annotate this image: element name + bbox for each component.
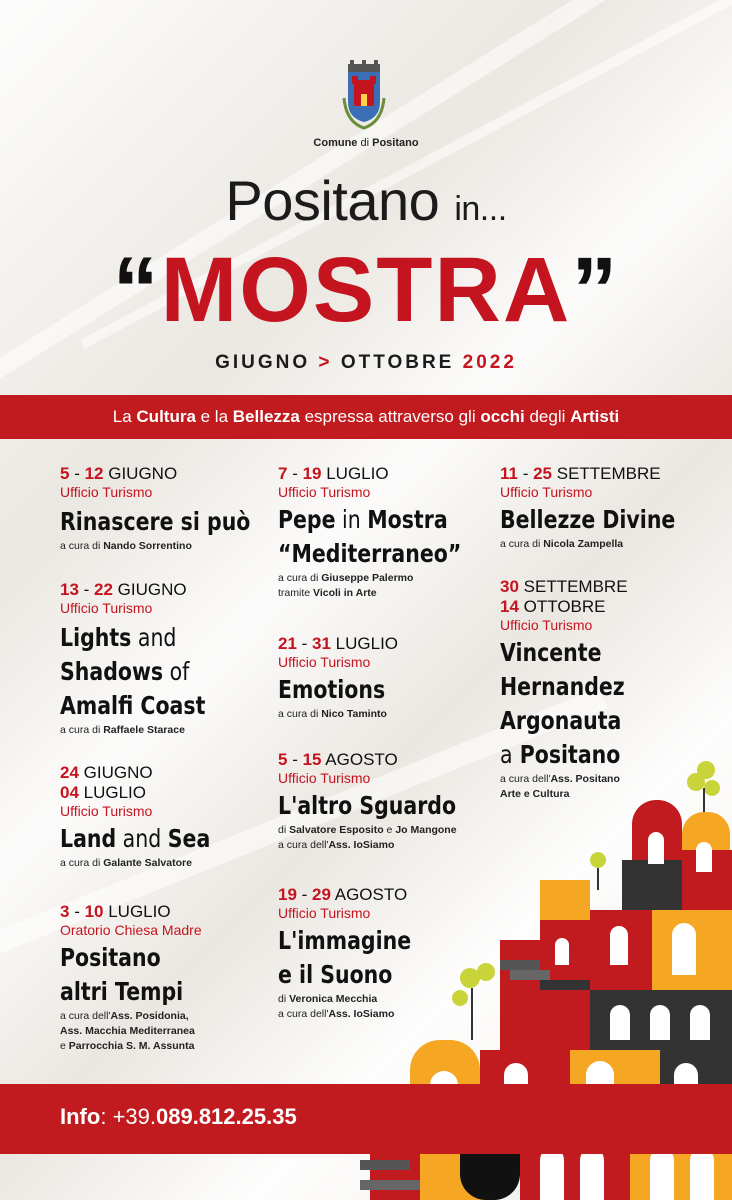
curator-name: Giuseppe Palermo (321, 572, 414, 584)
title-positano (0, 168, 732, 233)
title-part: and (116, 824, 168, 853)
event-date (278, 885, 508, 905)
date-num: 12 (84, 464, 104, 483)
curator-name: Ass. IoSiamo (328, 1008, 395, 1020)
tagline-bold: Artisti (570, 407, 620, 426)
event-curator (278, 571, 508, 586)
event-4 (60, 902, 290, 1054)
tagline (113, 407, 619, 427)
curator-name: Nicola Zampella (543, 538, 624, 550)
event-title (278, 503, 516, 571)
event-curator (60, 539, 290, 554)
event-curator (500, 537, 730, 552)
date-num: 31 (312, 634, 331, 653)
date-num: 19 (302, 464, 322, 483)
event-date (278, 634, 508, 654)
info-contact (60, 1104, 297, 1130)
title-part: Amalfi Coast (60, 691, 206, 720)
title-word: Positano (225, 169, 440, 232)
title-part: Vincente (500, 638, 602, 667)
title-part: Hernandez (500, 672, 625, 701)
date-sep: - (517, 464, 534, 483)
event-6 (278, 634, 508, 722)
title-part: Argonauta (500, 706, 622, 735)
event-title: Bellezze Divine (500, 505, 676, 534)
event-date (500, 464, 730, 484)
event-venue: Ufficio Turismo (278, 484, 371, 500)
close-quote: ” (571, 239, 620, 341)
event-curator (60, 723, 290, 738)
tagline-bold: Bellezza (232, 407, 300, 426)
event-7 (278, 750, 508, 853)
date-num: 22 (94, 580, 113, 599)
title-part: “Mediterraneo” (278, 539, 462, 568)
date-sep: - (69, 464, 85, 483)
curator-name: Ass. IoSiamo (328, 839, 395, 851)
curator-prefix: a cura di (60, 724, 104, 736)
event-5 (278, 464, 508, 601)
phone-prefix: +39. (112, 1104, 156, 1129)
title-part: Land (60, 824, 117, 853)
date-end: OTTOBRE (340, 352, 455, 373)
event-date (500, 597, 730, 617)
curator-prefix: a cura dell' (278, 839, 329, 851)
date-num: 14 (500, 597, 519, 616)
date-arrow: > (318, 352, 333, 373)
event-venue: Ufficio Turismo (60, 600, 153, 616)
event-venue: Ufficio Turismo (60, 803, 153, 819)
tagline-text: e la (195, 407, 233, 426)
event-date (278, 750, 508, 770)
title-part: Lights (60, 623, 132, 652)
date-num: 19 (278, 885, 297, 904)
date-month: LUGLIO (321, 464, 389, 483)
tagline-bold: occhi (480, 407, 525, 426)
event-curator (500, 787, 730, 802)
event-venue: Ufficio Turismo (60, 484, 153, 500)
tagline-bar (0, 395, 732, 439)
event-date (278, 464, 508, 484)
date-range (0, 352, 732, 374)
curator-prefix: a cura di (500, 538, 544, 550)
curator-prefix: a cura di (278, 708, 322, 720)
title-part: Positano (512, 740, 621, 769)
date-month: AGOSTO (321, 750, 398, 769)
curator-name: Salvatore Esposito (289, 824, 384, 836)
tagline-bold: Cultura (136, 407, 196, 426)
date-month: GIUGNO (112, 580, 187, 599)
date-num: 25 (533, 464, 553, 483)
event-curator (500, 772, 730, 787)
date-month: LUGLIO (103, 902, 171, 921)
event-curator (278, 1007, 508, 1022)
curator-name: Veronica Mecchia (289, 993, 378, 1005)
title-part: Sea (167, 824, 211, 853)
title-part: a (500, 740, 513, 769)
curator-name: Ass. Positano (550, 773, 620, 785)
event-curator (278, 838, 508, 853)
title-part: in (335, 505, 368, 534)
curator-name: Vicoli in Arte (313, 587, 377, 599)
curator-name: Nando Sorrentino (103, 540, 192, 552)
date-month: GIUGNO (103, 464, 178, 483)
date-num: 3 (60, 902, 70, 921)
event-curator (278, 823, 508, 838)
date-num: 04 (60, 783, 79, 802)
date-sep: - (287, 750, 303, 769)
date-year: 2022 (462, 352, 517, 373)
event-date (500, 577, 730, 597)
date-month: AGOSTO (330, 885, 408, 904)
date-num: 10 (84, 902, 104, 921)
date-num: 5 (60, 464, 70, 483)
title-part: Mostra (367, 505, 448, 534)
event-title (60, 941, 298, 1009)
title-mostra (0, 240, 732, 340)
curator-name: Ass. Macchia Mediterranea (60, 1025, 195, 1037)
event-date (60, 783, 290, 803)
event-title: Rinascere si può (60, 507, 251, 536)
date-month: SETTEMBRE (518, 577, 628, 596)
tagline-text: degli (524, 407, 571, 426)
comune-di: di (360, 137, 370, 149)
curator-prefix: a cura dell' (500, 773, 551, 785)
date-start: GIUGNO (215, 352, 311, 373)
curator-name: Galante Salvatore (103, 857, 192, 869)
event-curator (278, 707, 508, 722)
event-title: L'altro Sguardo (278, 791, 457, 820)
event-date (60, 464, 290, 484)
event-9 (500, 464, 730, 552)
event-venue: Ufficio Turismo (278, 905, 371, 921)
event-title: Emotions (278, 675, 386, 704)
title-part: Positano (60, 943, 161, 972)
curator-name: Nico Taminto (321, 708, 387, 720)
info-label: Info (60, 1104, 101, 1129)
curator-name: Ass. Posidonia, (110, 1010, 189, 1022)
date-num: 7 (278, 464, 288, 483)
date-num: 15 (302, 750, 322, 769)
curator-name: Parrocchia S. M. Assunta (68, 1040, 195, 1052)
comune-name: Positano (372, 137, 419, 149)
event-venue: Ufficio Turismo (278, 770, 371, 786)
title-part: L'immagine (278, 926, 412, 955)
event-1 (60, 464, 290, 554)
event-title (278, 924, 516, 992)
date-num: 24 (60, 763, 79, 782)
title-part: Pepe (278, 505, 336, 534)
event-3 (60, 763, 290, 871)
event-curator (278, 586, 508, 601)
date-sep: - (69, 902, 85, 921)
tagline-text: espressa attraverso gli (299, 407, 481, 426)
comune-word: Comune (313, 137, 358, 149)
date-month: OTTOBRE (518, 597, 606, 616)
title-suffix: in... (454, 190, 507, 228)
title-part: e (278, 960, 292, 989)
info-colon: : (100, 1104, 113, 1129)
date-month: GIUGNO (78, 763, 153, 782)
date-sep: - (296, 634, 313, 653)
title-main: MOSTRA (160, 239, 572, 341)
event-curator (278, 992, 508, 1007)
event-date (60, 902, 290, 922)
event-title (60, 822, 298, 856)
event-venue: Ufficio Turismo (500, 617, 593, 633)
date-month: LUGLIO (330, 634, 399, 653)
curator-prefix: di (278, 824, 290, 836)
date-sep: - (296, 885, 313, 904)
date-sep: - (78, 580, 95, 599)
curator-prefix: a cura dell' (278, 1008, 329, 1020)
title-part: il Suono (291, 960, 393, 989)
event-venue: Oratorio Chiesa Madre (60, 922, 202, 938)
date-num: 30 (500, 577, 519, 596)
curator-prefix: e (383, 824, 396, 836)
curator-prefix: a cura di (278, 572, 322, 584)
event-date (60, 763, 290, 783)
date-num: 29 (312, 885, 331, 904)
date-num: 13 (60, 580, 79, 599)
open-quote: “ (112, 239, 161, 341)
date-num: 21 (278, 634, 297, 653)
comune-crest-logo (340, 58, 388, 132)
event-title (500, 636, 732, 772)
title-part: altri Tempi (60, 977, 184, 1006)
curator-prefix: e (60, 1040, 69, 1052)
comune-label (0, 137, 732, 149)
event-curator (60, 1039, 290, 1054)
curator-prefix: a cura di (60, 540, 104, 552)
curator-prefix: di (278, 993, 290, 1005)
curator-prefix: a cura dell' (60, 1010, 111, 1022)
curator-prefix: tramite (278, 587, 314, 599)
event-2 (60, 580, 290, 738)
title-part: of (163, 657, 190, 686)
event-date (60, 580, 290, 600)
event-10 (500, 577, 730, 802)
event-curator (60, 1009, 290, 1024)
tagline-text: La (112, 407, 137, 426)
phone-number[interactable]: 089.812.25.35 (156, 1104, 297, 1129)
curator-prefix: a cura di (60, 857, 104, 869)
date-num: 11 (500, 464, 518, 483)
event-title (60, 621, 298, 723)
date-sep: - (287, 464, 303, 483)
title-part: and (131, 623, 177, 652)
event-curator (60, 856, 290, 871)
date-num: 5 (278, 750, 288, 769)
curator-name: Arte e Cultura (500, 788, 570, 800)
event-venue: Ufficio Turismo (500, 484, 593, 500)
curator-name: Jo Mangone (395, 824, 457, 836)
title-part: Shadows (60, 657, 164, 686)
date-month: LUGLIO (78, 783, 147, 802)
date-month: SETTEMBRE (552, 464, 661, 483)
event-venue: Ufficio Turismo (278, 654, 371, 670)
event-curator (60, 1024, 290, 1039)
event-8 (278, 885, 508, 1022)
curator-name: Raffaele Starace (103, 724, 185, 736)
